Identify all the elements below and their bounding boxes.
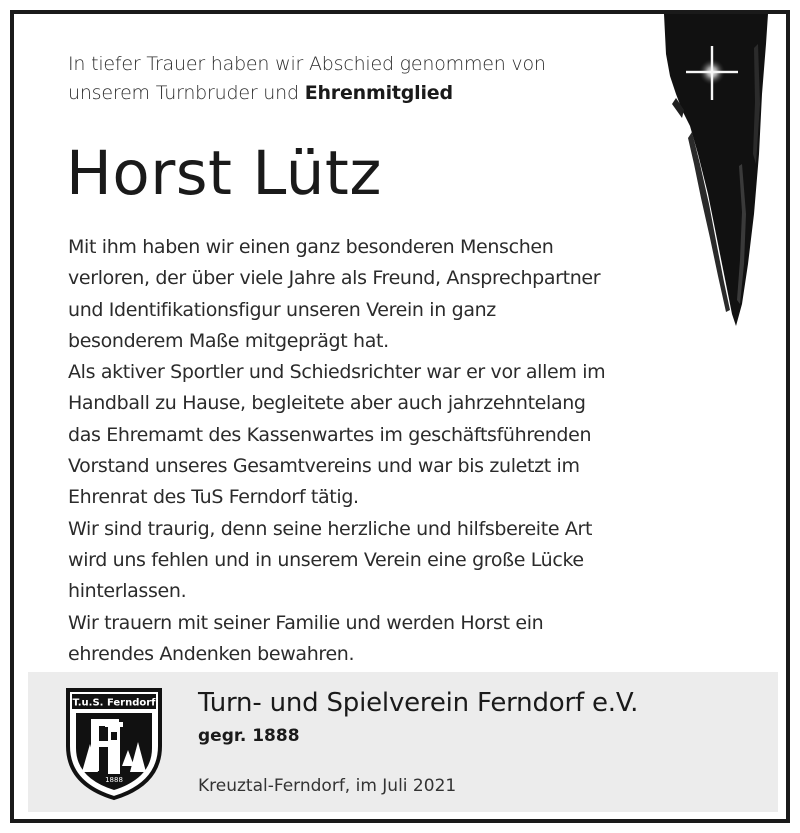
- body-line: das Ehremamt des Kassenwartes im geschäftsführenden: [68, 423, 592, 446]
- candle-cross-icon: [662, 14, 770, 334]
- obituary-body: [68, 232, 658, 670]
- body-line: verloren, der über viele Jahre als Freund, Ansprechpartner: [68, 267, 601, 290]
- body-line: und Identifikationsfigur unseren Verein in ganz: [68, 298, 496, 321]
- honorary-member-label: Ehrenmitglied: [304, 82, 453, 104]
- body-line: Wir trauern mit seiner Familie und werden Horst ein: [68, 611, 544, 634]
- body-line: ehrendes Andenken bewahren.: [68, 642, 355, 665]
- crest-banner-text: T.u.S. Ferndorf: [72, 697, 156, 709]
- body-line: wird uns fehlen und in unserem Verein eine große Lücke: [68, 548, 584, 571]
- intro-line-1: In tiefer Trauer haben wir Abschied genommen von: [68, 53, 546, 75]
- footer-panel: [28, 672, 778, 812]
- deceased-name: Horst Lütz: [66, 138, 382, 209]
- body-line: besonderem Maße mitgeprägt hat.: [68, 329, 389, 352]
- body-line: Ehrenrat des TuS Ferndorf tätig.: [68, 486, 359, 509]
- body-line: Als aktiver Sportler und Schiedsrichter war er vor allem im: [68, 361, 606, 384]
- club-name: Turn- und Spielverein Ferndorf e.V.: [198, 688, 639, 718]
- body-line: Handball zu Hause, begleitete aber auch jahrzehntelang: [68, 392, 586, 415]
- intro-line-2-prefix: unserem Turnbruder und: [68, 82, 305, 104]
- club-crest-icon: [64, 686, 164, 801]
- intro-line-2: [68, 79, 546, 108]
- body-line: Mit ihm haben wir einen ganz besonderen Menschen: [68, 236, 554, 258]
- place-date: Kreuztal-Ferndorf, im Juli 2021: [198, 776, 457, 796]
- obituary-frame: [10, 10, 790, 823]
- body-line: Vorstand unseres Gesamtvereins und war bis zuletzt im: [68, 455, 580, 478]
- intro-text: [68, 50, 546, 108]
- founded-year: gegr. 1888: [198, 726, 300, 746]
- crest-year-text: 1888: [105, 776, 123, 784]
- body-line: Wir sind traurig, denn seine herzliche und hilfsbereite Art: [68, 517, 593, 540]
- body-line: hinterlassen.: [68, 580, 187, 603]
